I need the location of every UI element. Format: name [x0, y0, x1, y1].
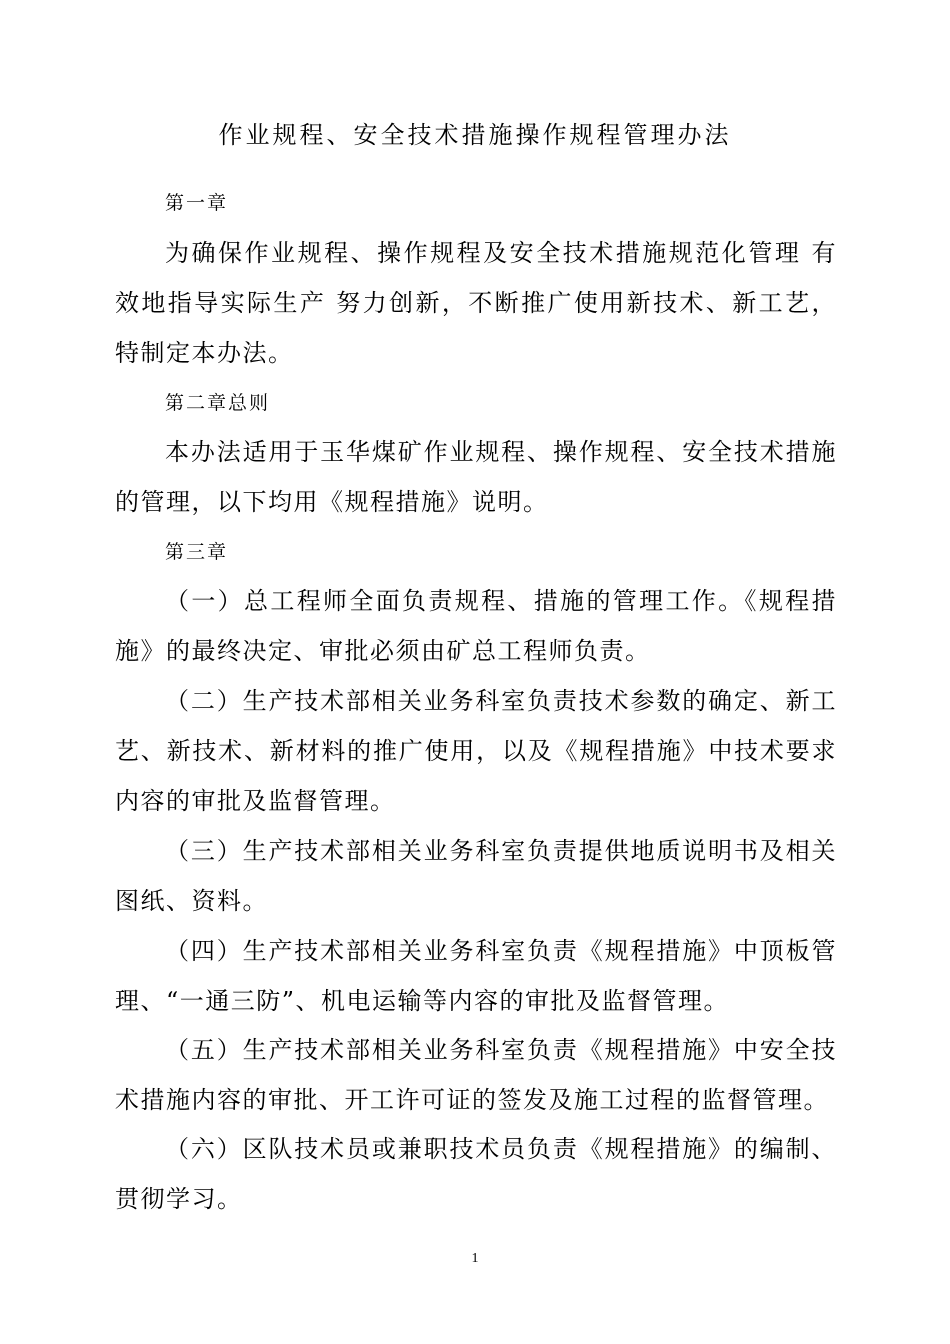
document-title: 作业规程、安全技术措施操作规程管理办法	[218, 121, 732, 149]
duty-item-6: （六）区队技术员或兼职技术员负责《规程措施》的编制、贯彻学习。	[115, 1135, 837, 1213]
duty-item-3: （三）生产技术部相关业务科室负责提供地质说明书及相关图纸、资料。	[115, 837, 837, 915]
section-heading-3: 第三章	[165, 541, 229, 563]
duty-item-4: （四）生产技术部相关业务科室负责《规程措施》中顶板管理、“一通三防”、机电运输等内容的审批及监督管理。	[115, 937, 837, 1015]
duty-item-2: （二）生产技术部相关业务科室负责技术参数的确定、新工艺、新技术、新材料的推广使用，以及《规程措施》中技术要求内容的审批及监督管理。	[115, 687, 837, 815]
section-heading-1: 第一章	[165, 192, 229, 214]
section-2-paragraph-1: 本办法适用于玉华煤矿作业规程、操作规程、安全技术措施的管理，以下均用《规程措施》说明。	[115, 438, 837, 516]
duty-item-5: （五）生产技术部相关业务科室负责《规程措施》中安全技术措施内容的审批、开工许可证的签发及施工过程的监督管理。	[115, 1036, 837, 1114]
page-number: 1	[471, 1251, 479, 1266]
duty-item-1: （一）总工程师全面负责规程、措施的管理工作。《规程措施》的最终决定、审批必须由矿总工程师负责。	[115, 587, 837, 665]
section-1-paragraph-1: 为确保作业规程、操作规程及安全技术措施规范化管理 有效地指导实际生产 努力创新，不断推广使用新技术、新工艺，特制定本办法。	[115, 239, 837, 367]
section-heading-2: 第二章总则	[165, 392, 271, 414]
